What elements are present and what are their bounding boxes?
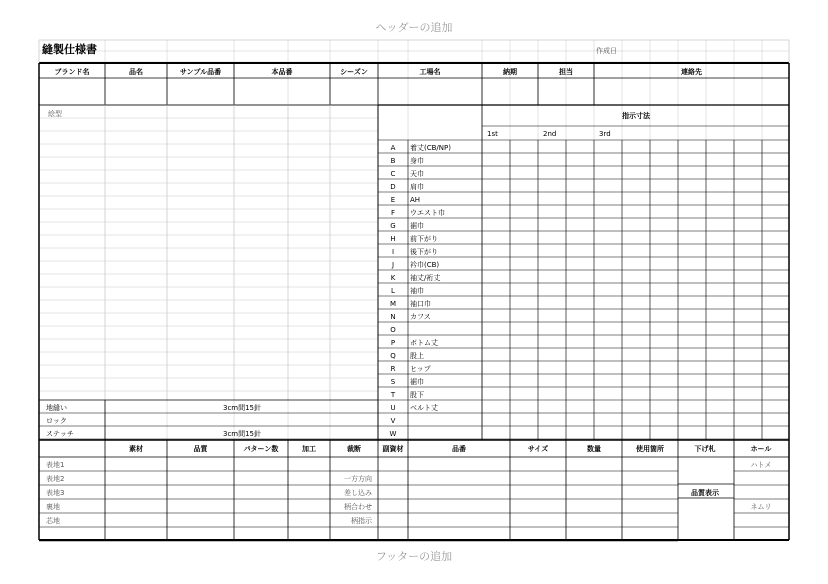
sub-header-4: 使用箇所 [636,445,664,453]
measure-code-A: A [390,144,396,152]
info-header-5: 工場名 [419,68,441,76]
measure-name-N: カフス [410,313,431,321]
material-row-3: 裏地 [46,503,60,511]
material-header-2: パターン数 [243,445,279,453]
measure-code-M: M [389,300,397,308]
measure-name-S: 裾巾 [410,378,424,386]
measure-name-D: 肩巾 [410,183,424,191]
drawing-label: 絵型 [48,110,62,118]
info-header-7: 担当 [559,68,573,76]
measure-name-L: 袖巾 [410,287,424,295]
material-row-0: 表地1 [46,461,65,469]
measure-code-D: D [390,183,396,191]
measure-code-W: W [389,430,397,438]
measure-name-G: 裾巾 [410,222,424,230]
measure-name-Q: 股上 [410,352,424,360]
sub-header-3: 数量 [587,445,601,453]
hole-item-0: ハトメ [750,461,772,469]
measure-name-P: ボトム丈 [410,339,438,347]
measure-code-O: O [390,326,396,334]
sheet-title: 縫製仕様書 [42,43,97,56]
measure-code-Q: Q [390,352,396,360]
measure-name-E: AH [410,196,421,204]
material-header-3: 加工 [302,445,316,453]
stitch-label-0: 地縫い [46,404,67,412]
round-label-2: 3rd [599,130,611,138]
hole-item-3: ネムリ [750,503,772,511]
measure-code-C: C [390,170,396,178]
stitch-label-2: ステッチ [46,430,74,438]
measure-name-R: ヒップ [410,365,431,373]
measure-name-I: 後下がり [410,248,438,256]
measure-name-K: 袖丈/裄丈 [410,274,441,282]
hole-header: ホール [750,445,772,453]
material-row-1: 表地2 [46,475,65,483]
stitch-value-2: 3cm間15針 [222,430,262,438]
cutting-row-1: 一方方向 [344,475,372,483]
measure-title: 指示寸法 [622,112,650,120]
stitch-value-0: 3cm間15針 [222,404,262,412]
measure-code-F: F [390,209,396,217]
measure-code-L: L [391,287,395,295]
measure-name-H: 前下がり [410,235,438,243]
measure-name-M: 袖口巾 [410,300,431,308]
sub-header-1: 品番 [452,445,466,453]
measure-code-T: T [390,391,396,399]
info-header-3: 本品番 [271,68,293,76]
measure-name-J: 衿巾(CB) [410,261,440,269]
measure-code-E: E [390,196,396,204]
measure-code-P: P [390,339,396,347]
sub-header-0: 副資材 [382,445,404,453]
quality-label: 品質表示 [691,489,719,497]
stitch-label-1: ロック [46,417,67,425]
round-label-1: 2nd [543,130,557,138]
measure-code-N: N [390,313,396,321]
info-header-8: 連絡先 [681,68,702,76]
sub-header-2: サイズ [527,445,549,453]
created-date-label: 作成日 [596,47,617,55]
info-header-6: 納期 [503,68,517,76]
measure-code-H: H [390,235,396,243]
measure-name-U: ベルト丈 [410,404,438,412]
info-header-2: サンプル品番 [179,68,222,76]
material-header-0: 素材 [129,445,143,453]
measure-code-B: B [390,157,396,165]
tag-header: 下げ札 [694,445,716,453]
measure-code-R: R [390,365,396,373]
material-header-4: 裁断 [347,445,361,453]
measure-code-S: S [390,378,396,386]
footer-placeholder[interactable]: フッターの追加 [375,550,453,563]
measure-code-V: V [390,417,396,425]
round-label-0: 1st [487,130,498,138]
material-row-4: 芯地 [46,517,60,525]
material-row-2: 表地3 [46,489,65,497]
info-header-0: ブランド名 [54,68,90,76]
info-header-4: シーズン [340,68,368,76]
cutting-row-2: 差し込み [344,489,372,497]
measure-name-A: 着丈(CB/NP) [410,144,451,152]
measure-name-F: ウエスト巾 [410,209,445,217]
measure-name-T: 股下 [410,391,424,399]
measure-code-G: G [390,222,396,230]
header-placeholder[interactable]: ヘッダーの追加 [375,21,453,34]
measure-code-K: K [390,274,396,282]
measure-code-I: I [391,248,395,256]
measure-code-J: J [391,261,395,269]
info-header-1: 品名 [129,68,143,76]
measure-code-U: U [390,404,396,412]
cutting-row-3: 柄合わせ [344,503,372,511]
measure-name-C: 天巾 [410,170,424,178]
material-header-1: 品質 [193,445,208,453]
cutting-row-4: 柄指示 [351,517,372,525]
measure-name-B: 身巾 [410,157,424,165]
